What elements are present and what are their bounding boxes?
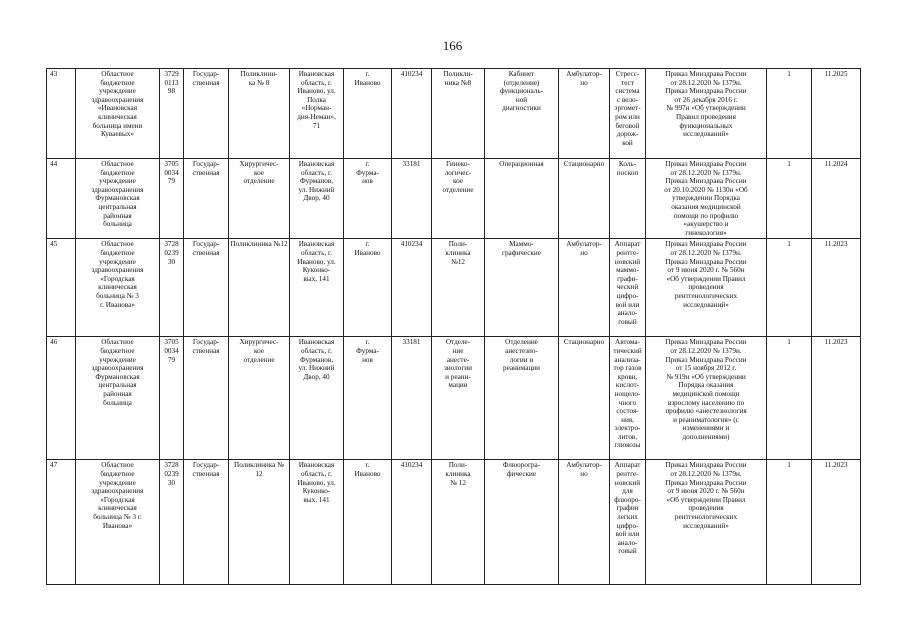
department-name: Флюорогра- фические bbox=[485, 460, 559, 585]
planned-date: 11.2024 bbox=[812, 159, 861, 239]
organization-code: 3729 0113 98 bbox=[160, 69, 184, 159]
equipment-name: Автома- тический анализа- тор газов крови, кислот- нощело- чного состоя- ния, электро- литов, глюкозы bbox=[610, 337, 646, 460]
care-mode: Амбулатор- но bbox=[559, 239, 610, 337]
quantity: 1 bbox=[767, 337, 812, 460]
city: г. Фурма- нов bbox=[344, 159, 392, 239]
unit-name: Поли- клиника №12 bbox=[432, 239, 485, 337]
division-name: Хирургичес- кое отделение bbox=[229, 337, 290, 460]
address: Ивановская область, г. Иваново, ул. Куконко- вых, 141 bbox=[290, 239, 344, 337]
ownership-type: Государ- ственная bbox=[184, 159, 229, 239]
planned-date: 11.2023 bbox=[812, 239, 861, 337]
organization-name: Областное бюджетное учреждение здравоохранения Фурмановская центральная районная больница bbox=[76, 337, 160, 460]
organization-code: 3728 0239 30 bbox=[160, 460, 184, 585]
equipment-registry-table bbox=[46, 68, 861, 585]
department-name: Кабинет (отделение) функциональ- ной диагностики bbox=[485, 69, 559, 159]
organization-name: Областное бюджетное учреждение здравоохранения «Ивановская клиническая больница имени Куваевых» bbox=[76, 69, 160, 159]
okato-code: 33181 bbox=[392, 337, 432, 460]
unit-name: Поликли- ника №8 bbox=[432, 69, 485, 159]
care-mode: Стационарно bbox=[559, 159, 610, 239]
row-number: 44 bbox=[47, 159, 76, 239]
ownership-type: Государ- ственная bbox=[184, 460, 229, 585]
ownership-type: Государ- ственная bbox=[184, 69, 229, 159]
organization-code: 3705 0034 79 bbox=[160, 337, 184, 460]
organization-code: 3728 0239 30 bbox=[160, 239, 184, 337]
city: г. Иваново bbox=[344, 239, 392, 337]
city: г. Фурма- нов bbox=[344, 337, 392, 460]
okato-code: 410234 bbox=[392, 460, 432, 585]
equipment-name: Стресс- тест система с вело- эргомет- ром или беговой дорож- кой bbox=[610, 69, 646, 159]
planned-date: 11.2023 bbox=[812, 337, 861, 460]
row-number: 46 bbox=[47, 337, 76, 460]
regulation-document: Приказ Минздрава России от 28.12.2020 № 1379н. Приказ Минздрава России от 26 декабря 2016 г. № 997н «Об утверждении Правил проведения функциональных исследований» bbox=[646, 69, 767, 159]
table-row bbox=[47, 159, 861, 239]
care-mode: Амбулатор- но bbox=[559, 460, 610, 585]
organization-name: Областное бюджетное учреждение здравоохранения Фурмановская центральная районная больница bbox=[76, 159, 160, 239]
unit-name: Поли- клиника № 12 bbox=[432, 460, 485, 585]
row-number: 45 bbox=[47, 239, 76, 337]
okato-code: 33181 bbox=[392, 159, 432, 239]
address: Ивановская область, г. Иваново, ул. Полка «Норман- дия-Неман», 71 bbox=[290, 69, 344, 159]
quantity: 1 bbox=[767, 239, 812, 337]
row-number: 43 bbox=[47, 69, 76, 159]
regulation-document: Приказ Минздрава России от 28.12.2020 № 1379н. Приказ Минздрава России от 9 июня 2020 г. № 560н «Об утверждении Правил проведения рентгенологических исследований» bbox=[646, 239, 767, 337]
ownership-type: Государ- ственная bbox=[184, 337, 229, 460]
planned-date: 11.2023 bbox=[812, 460, 861, 585]
division-name: Поликлини- ка № 8 bbox=[229, 69, 290, 159]
division-name: Поликлиника №12 bbox=[229, 239, 290, 337]
page-number: 166 bbox=[442, 38, 463, 53]
regulation-document: Приказ Минздрава России от 28.12.2020 № 1379н. Приказ Минздрава России от 20.10.2020 № 1130н «Об утверждении Порядка оказания медицинской помощи по профилю «акушерство и гинекология» bbox=[646, 159, 767, 239]
address: Ивановская область, г. Фурманов, ул. Нижний Двор, 40 bbox=[290, 159, 344, 239]
department-name: Операционная bbox=[485, 159, 559, 239]
division-name: Поликлиника № 12 bbox=[229, 460, 290, 585]
planned-date: 11.2025 bbox=[812, 69, 861, 159]
equipment-name: Аппарат рентге- новский для флюоро- графии легких цифро- вой или анало- говый bbox=[610, 460, 646, 585]
city: г. Иваново bbox=[344, 69, 392, 159]
equipment-name: Аппарат рентге- новский маммо- графи- ческий цифро- вой или анало- говый bbox=[610, 239, 646, 337]
organization-code: 3705 0034 79 bbox=[160, 159, 184, 239]
city: г. Иваново bbox=[344, 460, 392, 585]
department-name: Маммо- графические bbox=[485, 239, 559, 337]
regulation-document: Приказ Минздрава России от 28.12.2020 № 1379н. Приказ Минздрава России от 9 июня 2020 г. № 560н «Об утверждении Правил проведения рентгенологических исследований» bbox=[646, 460, 767, 585]
ownership-type: Государ- ственная bbox=[184, 239, 229, 337]
regulation-document: Приказ Минздрава России от 28.12.2020 № 1379н. Приказ Минздрава России от 15 ноября 2012 г. № 919н «Об утверждении Порядка оказания медицинской помощи взрослому населению по профилю «анестезиология и реаниматология» (с изменениями и дополнениями) bbox=[646, 337, 767, 460]
quantity: 1 bbox=[767, 69, 812, 159]
table-row bbox=[47, 460, 861, 585]
care-mode: Стационарно bbox=[559, 337, 610, 460]
care-mode: Амбулатор- но bbox=[559, 69, 610, 159]
okato-code: 410234 bbox=[392, 69, 432, 159]
quantity: 1 bbox=[767, 159, 812, 239]
quantity: 1 bbox=[767, 460, 812, 585]
table-row bbox=[47, 239, 861, 337]
address: Ивановская область, г. Фурманов, ул. Нижний Двор, 40 bbox=[290, 337, 344, 460]
division-name: Хирургичес- кое отделение bbox=[229, 159, 290, 239]
equipment-name: Коль- поскоп bbox=[610, 159, 646, 239]
table-row bbox=[47, 337, 861, 460]
department-name: Отделение анестезио- логии и реанимации bbox=[485, 337, 559, 460]
table-row bbox=[47, 69, 861, 159]
unit-name: Гинеко- логичес- кое отделение bbox=[432, 159, 485, 239]
row-number: 47 bbox=[47, 460, 76, 585]
organization-name: Областное бюджетное учреждение здравоохранения «Городская клиническая больница № 3 г. Иванова» bbox=[76, 460, 160, 585]
okato-code: 410234 bbox=[392, 239, 432, 337]
unit-name: Отделе- ние анесте- зиологии и реани- мации bbox=[432, 337, 485, 460]
organization-name: Областное бюджетное учреждение здравоохранения «Городская клиническая больница № 3 г. Иванова» bbox=[76, 239, 160, 337]
address: Ивановская область, г. Иваново, ул. Куконко- вых, 141 bbox=[290, 460, 344, 585]
